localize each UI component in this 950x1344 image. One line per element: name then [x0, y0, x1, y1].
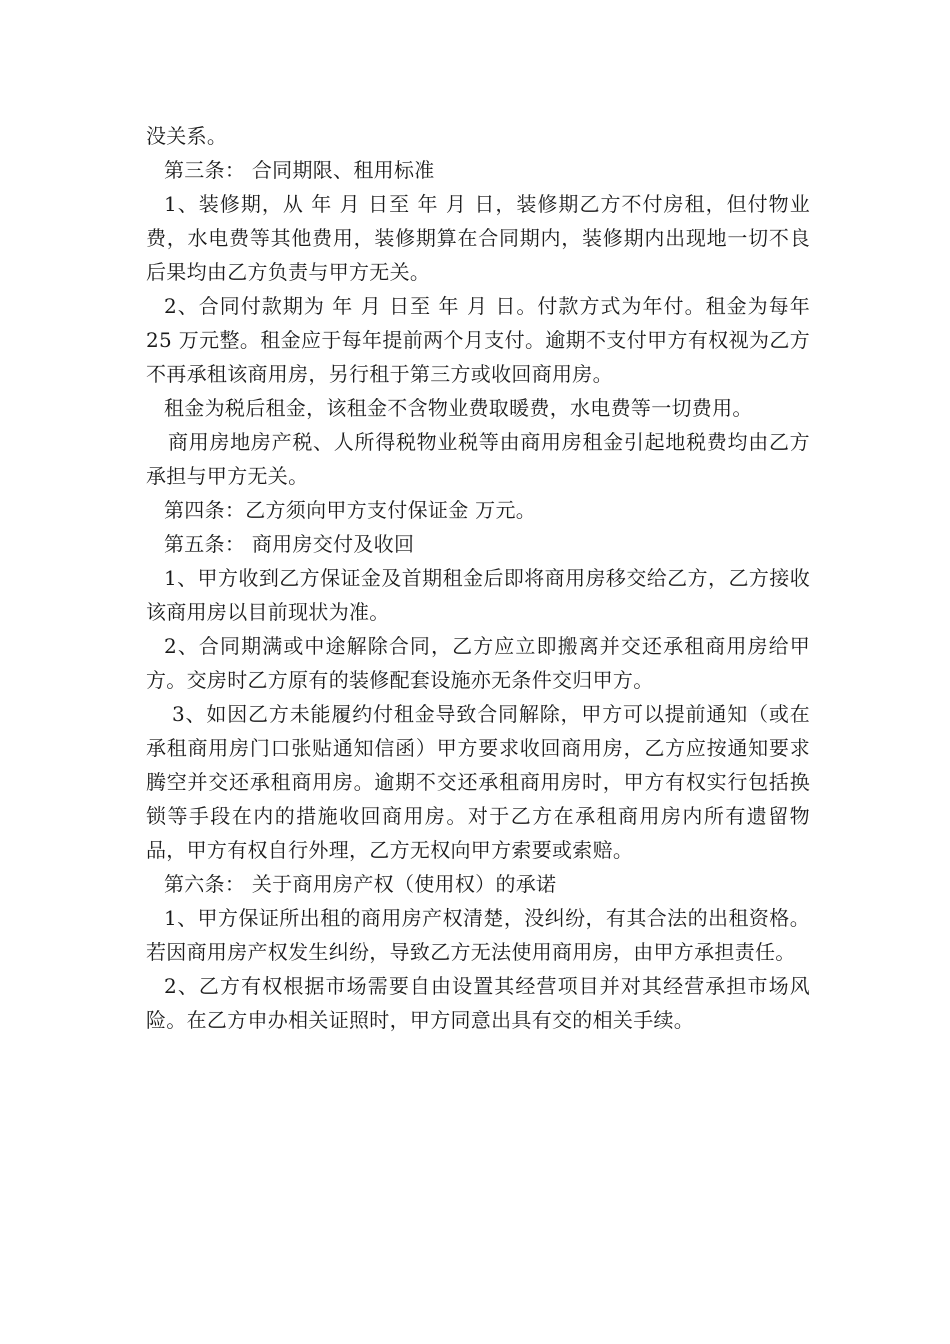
paragraph-continuation: 没关系。 — [146, 124, 228, 148]
article-5-clause-3: 3、如因乙方未能履约付租金导致合同解除，甲方可以提前通知（或在承租商用房门口张贴通知信函）甲方要求收回商用房，乙方应按通知要求腾空并交还承租商用房。逾期不交还承租商用房时，甲方有权实行包括换锁等手段在内的措施收回商用房。对于乙方在承租商用房内所有遗留物品，甲方有权自行外理，乙方无权向甲方索要或索赔。 — [146, 702, 810, 862]
article-5-clause-1: 1、甲方收到乙方保证金及首期租金后即将商用房移交给乙方，乙方接收该商用房以目前现状为准。 — [146, 566, 810, 624]
article-5-heading: 第五条： 商用房交付及收回 — [164, 532, 415, 556]
article-5-clause-2: 2、合同期满或中途解除合同，乙方应立即搬离并交还承租商用房给甲方。交房时乙方原有的装修配套设施亦无条件交归甲方。 — [146, 634, 810, 692]
article-6-clause-2: 2、乙方有权根据市场需要自由设置其经营项目并对其经营承担市场风险。在乙方申办相关证照时，甲方同意出具有交的相关手续。 — [146, 974, 810, 1032]
article-3-heading: 第三条： 合同期限、租用标准 — [164, 158, 435, 182]
article-6-heading: 第六条： 关于商用房产权（使用权）的承诺 — [164, 872, 557, 896]
article-6-clause-1: 1、甲方保证所出租的商用房产权清楚，没纠纷，有其合法的出租资格。若因商用房产权发生纠纷，导致乙方无法使用商用房，由甲方承担责任。 — [146, 906, 810, 964]
document-body — [146, 119, 810, 1037]
article-3-rent-note: 租金为税后租金，该租金不含物业费取暖费，水电费等一切费用。 — [164, 396, 753, 420]
article-3-clause-2: 2、合同付款期为 年 月 日至 年 月 日。付款方式为年付。租金为每年 25 万元整。租金应于每年提前两个月支付。逾期不支付甲方有权视为乙方不再承租该商用房，另行租于第三方或收回商用房。 — [146, 294, 810, 386]
article-4-heading: 第四条：乙方须向甲方支付保证金 万元。 — [164, 498, 537, 522]
article-3-clause-1: 1、装修期，从 年 月 日至 年 月 日，装修期乙方不付房租，但付物业费，水电费等其他费用，装修期算在合同期内，装修期内出现地一切不良后果均由乙方负责与甲方无关。 — [146, 192, 810, 284]
article-3-tax-note: 商用房地房产税、人所得税物业税等由商用房租金引起地税费均由乙方承担与甲方无关。 — [146, 430, 810, 488]
